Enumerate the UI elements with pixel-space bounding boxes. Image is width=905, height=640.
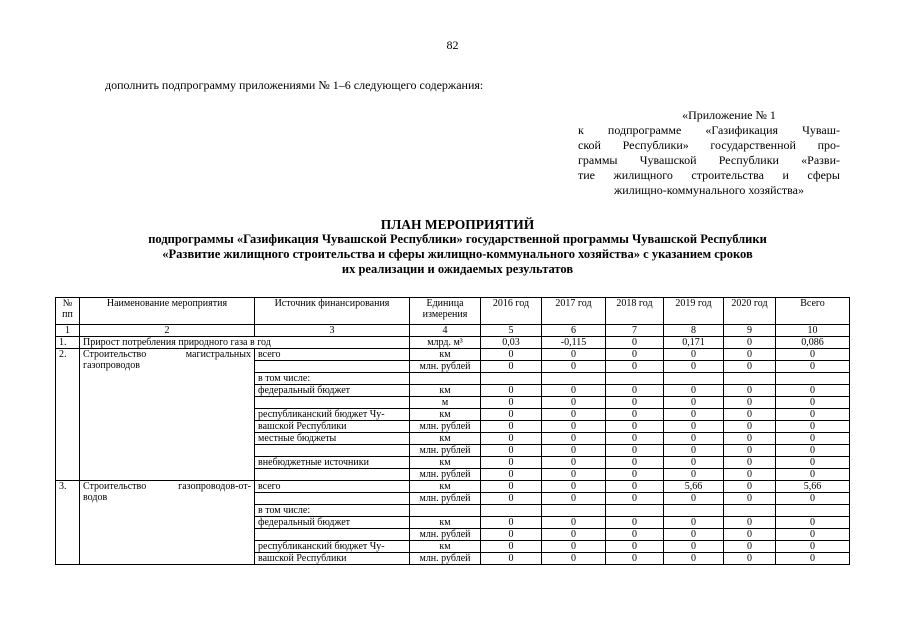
cell-2020: 0: [724, 421, 776, 433]
cell-2016: 0: [481, 433, 542, 445]
cell-total: 0: [776, 529, 850, 541]
row-source: в том числе:: [255, 505, 410, 517]
header-2016: 2016 год: [481, 298, 542, 325]
cell-2018: 0: [606, 493, 664, 505]
cell-2017: 0: [542, 469, 606, 481]
cell-2018: [606, 373, 664, 385]
cell-2018: 0: [606, 361, 664, 373]
appendix-line: граммы Чувашской Республики «Разви-: [578, 153, 840, 167]
cell-2016: 0: [481, 385, 542, 397]
cell-total: [776, 505, 850, 517]
cell-total: 0: [776, 445, 850, 457]
column-number-row: [56, 325, 850, 337]
row-source: местные бюджеты: [255, 433, 410, 445]
colnum: 7: [606, 325, 664, 337]
header-2018: 2018 год: [606, 298, 664, 325]
cell-2019: 0: [664, 349, 724, 361]
colnum: 5: [481, 325, 542, 337]
cell-2016: 0,03: [481, 337, 542, 349]
row-name-part: водов: [83, 492, 108, 503]
cell-2019: [664, 373, 724, 385]
intro-text: дополнить подпрограмму приложениями № 1–6 следующего содержания:: [105, 78, 484, 92]
table-header-row: [56, 298, 850, 325]
cell-2017: 0: [542, 553, 606, 565]
cell-2018: 0: [606, 445, 664, 457]
cell-2020: 0: [724, 553, 776, 565]
cell-2020: 0: [724, 433, 776, 445]
cell-2016: 0: [481, 397, 542, 409]
row-unit: млн. рублей: [410, 445, 481, 457]
cell-2019: 0: [664, 385, 724, 397]
row-unit: млн. рублей: [410, 553, 481, 565]
row-unit: км: [410, 481, 481, 493]
row-source: вашской Республики: [255, 553, 410, 565]
cell-2018: 0: [606, 337, 664, 349]
row-name-part: Строительство: [83, 349, 147, 360]
cell-2019: 0: [664, 397, 724, 409]
row-unit: млн. рублей: [410, 421, 481, 433]
cell-2016: 0: [481, 469, 542, 481]
cell-2018: 0: [606, 433, 664, 445]
cell-2019: 0: [664, 553, 724, 565]
row-name: [80, 349, 255, 481]
cell-2016: 0: [481, 409, 542, 421]
cell-2018: 0: [606, 517, 664, 529]
table-row: [56, 481, 850, 493]
cell-2019: 0: [664, 493, 724, 505]
row-source: республиканский бюджет Чу-: [255, 541, 410, 553]
cell-2016: 0: [481, 493, 542, 505]
row-source: республиканский бюджет Чу-: [255, 409, 410, 421]
cell-2016: 0: [481, 553, 542, 565]
cell-2020: 0: [724, 493, 776, 505]
colnum: 4: [410, 325, 481, 337]
appendix-line: жилищно-коммунального хозяйства»: [614, 183, 804, 197]
cell-2017: 0: [542, 541, 606, 553]
section-row-3: [56, 481, 850, 565]
cell-2019: 0: [664, 457, 724, 469]
cell-total: 0: [776, 457, 850, 469]
cell-2017: 0: [542, 445, 606, 457]
row-unit: [410, 373, 481, 385]
cell-2017: -0,115: [542, 337, 606, 349]
cell-2017: 0: [542, 397, 606, 409]
cell-total: 0: [776, 541, 850, 553]
row-unit: км: [410, 433, 481, 445]
colnum: 3: [255, 325, 410, 337]
row-num: 3.: [56, 481, 80, 565]
cell-2018: 0: [606, 469, 664, 481]
row-unit: [410, 505, 481, 517]
cell-2018: 0: [606, 481, 664, 493]
appendix-line: ской Республики» государственной про-: [578, 138, 840, 152]
cell-total: 0,086: [776, 337, 850, 349]
cell-2020: 0: [724, 349, 776, 361]
plan-table: [55, 297, 850, 565]
cell-2019: 0: [664, 517, 724, 529]
cell-2017: 0: [542, 517, 606, 529]
cell-total: 0: [776, 517, 850, 529]
cell-total: 0: [776, 349, 850, 361]
cell-2017: 0: [542, 421, 606, 433]
cell-2019: 0: [664, 409, 724, 421]
row-source: всего: [255, 349, 410, 361]
row-unit: км: [410, 409, 481, 421]
cell-2018: 0: [606, 409, 664, 421]
table-row: [56, 337, 850, 349]
cell-2017: 0: [542, 385, 606, 397]
row-source: вашской Республики: [255, 421, 410, 433]
colnum: 1: [56, 325, 80, 337]
appendix-block: [578, 108, 840, 198]
cell-2016: 0: [481, 361, 542, 373]
row-unit: км: [410, 457, 481, 469]
cell-total: 0: [776, 409, 850, 421]
cell-2017: 0: [542, 529, 606, 541]
row-source: [255, 445, 410, 457]
cell-2019: 0: [664, 433, 724, 445]
cell-2016: 0: [481, 541, 542, 553]
cell-2016: 0: [481, 529, 542, 541]
cell-2018: 0: [606, 349, 664, 361]
cell-2018: 0: [606, 457, 664, 469]
cell-2017: [542, 505, 606, 517]
cell-2018: 0: [606, 397, 664, 409]
cell-2020: 0: [724, 445, 776, 457]
header-2020: 2020 год: [724, 298, 776, 325]
row-unit: млн. рублей: [410, 529, 481, 541]
cell-2019: 0: [664, 445, 724, 457]
cell-2018: 0: [606, 421, 664, 433]
cell-2020: 0: [724, 517, 776, 529]
row-num: 2.: [56, 349, 80, 481]
cell-2020: 0: [724, 469, 776, 481]
cell-2019: 5,66: [664, 481, 724, 493]
row-name: [80, 481, 255, 565]
row-unit: км: [410, 517, 481, 529]
colnum: 10: [776, 325, 850, 337]
row-unit: км: [410, 385, 481, 397]
cell-2016: 0: [481, 349, 542, 361]
row-source: [255, 361, 410, 373]
appendix-title: «Приложение № 1: [682, 108, 776, 122]
cell-2019: 0: [664, 541, 724, 553]
cell-total: 0: [776, 397, 850, 409]
plan-title: ПЛАН МЕРОПРИЯТИЙ: [380, 217, 535, 232]
table-row: [56, 349, 850, 361]
row-name-part: газопроводов: [83, 360, 140, 371]
plan-heading: [70, 217, 845, 277]
header-unit: Единица измерения: [410, 298, 481, 325]
cell-2019: 0,171: [664, 337, 724, 349]
row-unit: млрд. м³: [410, 337, 481, 349]
appendix-line: к подпрограмме «Газификация Чуваш-: [578, 123, 840, 137]
cell-2017: 0: [542, 493, 606, 505]
section-row-2: [56, 349, 850, 481]
cell-total: [776, 373, 850, 385]
cell-2020: 0: [724, 529, 776, 541]
cell-2018: 0: [606, 529, 664, 541]
cell-2020: [724, 373, 776, 385]
cell-2020: 0: [724, 541, 776, 553]
cell-total: 0: [776, 361, 850, 373]
cell-2017: 0: [542, 481, 606, 493]
page-number: 82: [446, 38, 459, 52]
row-source: всего: [255, 481, 410, 493]
cell-2018: 0: [606, 385, 664, 397]
cell-2016: 0: [481, 421, 542, 433]
header-2017: 2017 год: [542, 298, 606, 325]
row-name: Прирост потребления природного газа в год: [80, 337, 410, 349]
row-unit: м: [410, 397, 481, 409]
row-source: [255, 469, 410, 481]
cell-total: 0: [776, 553, 850, 565]
row-unit: млн. рублей: [410, 493, 481, 505]
colnum: 6: [542, 325, 606, 337]
cell-2020: 0: [724, 361, 776, 373]
cell-2017: 0: [542, 349, 606, 361]
cell-total: 0: [776, 433, 850, 445]
cell-2017: 0: [542, 409, 606, 421]
colnum: 8: [664, 325, 724, 337]
colnum: 2: [80, 325, 255, 337]
header-total: Всего: [776, 298, 850, 325]
cell-2019: [664, 505, 724, 517]
cell-2018: 0: [606, 553, 664, 565]
cell-2016: [481, 373, 542, 385]
row-source: внебюджетные источники: [255, 457, 410, 469]
header-name: Наименование мероприятия: [80, 298, 255, 325]
row-unit: млн. рублей: [410, 469, 481, 481]
cell-2016: 0: [481, 517, 542, 529]
cell-2020: 0: [724, 385, 776, 397]
cell-total: 0: [776, 493, 850, 505]
cell-2018: [606, 505, 664, 517]
row-unit: км: [410, 349, 481, 361]
cell-2019: 0: [664, 529, 724, 541]
plan-subtitle-line: их реализации и ожидаемых результатов: [341, 262, 574, 276]
cell-2017: [542, 373, 606, 385]
row-source: в том числе:: [255, 373, 410, 385]
row-source: [255, 529, 410, 541]
cell-2018: 0: [606, 541, 664, 553]
plan-subtitle-line: подпрограммы «Газификация Чувашской Республики» государственной программы Чувашской Республики: [148, 232, 767, 246]
row-source: федеральный бюджет: [255, 385, 410, 397]
cell-2020: 0: [724, 481, 776, 493]
header-num: № пп: [56, 298, 80, 325]
row-unit: млн. рублей: [410, 361, 481, 373]
row-name-part: газопроводов-от-: [178, 481, 251, 492]
row-source: [255, 397, 410, 409]
cell-2016: [481, 505, 542, 517]
cell-total: 5,66: [776, 481, 850, 493]
cell-2020: 0: [724, 397, 776, 409]
cell-2020: 0: [724, 409, 776, 421]
cell-2019: 0: [664, 421, 724, 433]
cell-2020: 0: [724, 457, 776, 469]
cell-2020: [724, 505, 776, 517]
cell-2016: 0: [481, 481, 542, 493]
cell-2017: 0: [542, 433, 606, 445]
cell-2017: 0: [542, 361, 606, 373]
row-unit: км: [410, 541, 481, 553]
header-source: Источник финансирования: [255, 298, 410, 325]
row-source: федеральный бюджет: [255, 517, 410, 529]
cell-total: 0: [776, 469, 850, 481]
cell-2020: 0: [724, 337, 776, 349]
colnum: 9: [724, 325, 776, 337]
row-name-part: Строительство: [83, 481, 147, 492]
row-num: 1.: [56, 337, 80, 349]
row-source: [255, 493, 410, 505]
cell-2017: 0: [542, 457, 606, 469]
header-2019: 2019 год: [664, 298, 724, 325]
plan-subtitle-line: «Развитие жилищного строительства и сферы жилищно-коммунального хозяйства» с указанием сроков: [162, 247, 753, 261]
cell-2019: 0: [664, 469, 724, 481]
row-name-part: магистральных: [185, 349, 251, 360]
cell-total: 0: [776, 385, 850, 397]
cell-total: 0: [776, 421, 850, 433]
cell-2016: 0: [481, 457, 542, 469]
appendix-line: тие жилищного строительства и сферы: [578, 168, 840, 182]
cell-2019: 0: [664, 361, 724, 373]
cell-2016: 0: [481, 445, 542, 457]
